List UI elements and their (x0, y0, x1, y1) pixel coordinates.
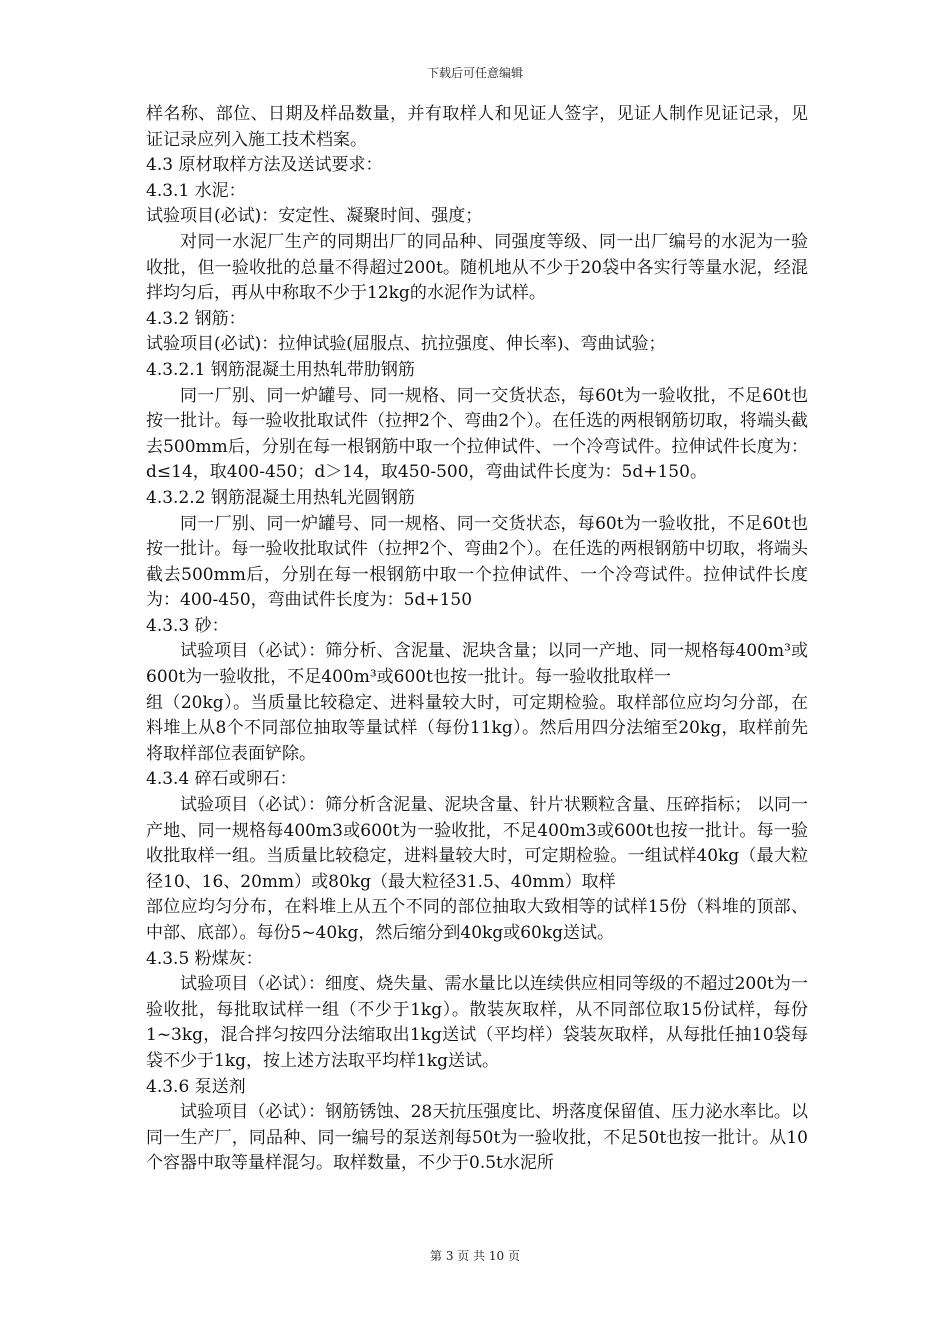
paragraph: 4.3.3 砂： (146, 615, 229, 636)
paragraph: 同一厂别、同一炉罐号、同一规格、同一交货状态，每60t为一验收批，不足60t也按一批计。每一验收批取试件（拉押2个、弯曲2个）。在任选的两根钢筋中切取，将端头截去500mm后，分别在每一根钢筋中取一个拉伸试件、一个冷弯试件。拉伸试件长度为：400-450，弯曲试件长度为：5d+150 (146, 513, 808, 611)
paragraph: 试验项目(必试)：拉伸试验(屈服点、抗拉强度、伸长率)、弯曲试验； (146, 334, 666, 355)
page-footer: 第 3 页 共 10 页 (430, 1249, 520, 1263)
document-body (146, 102, 808, 1177)
paragraph: 组（20kg）。当质量比较稳定、进料量较大时，可定期检验。取样部位应均匀分部，在料堆上从8个不同部位抽取等量试样（每份11kg）。然后用四分法缩至20kg，取样前先将取样部位表面铲除。 (146, 692, 808, 764)
paragraph: 试验项目（必试）：筛分析、含泥量、泥块含量；以同一产地、同一规格每400m³或600t为一验收批，不足400m³或600t也按一批计。每一验收批取样一 (146, 641, 808, 688)
paragraph: 部位应均匀分布，在料堆上从五个不同的部位抽取大致相等的试样15份（料堆的顶部、中部、底部）。每份5~40kg，然后缩分到40kg或60kg送试。 (146, 897, 808, 943)
paragraph: 试验项目（必试）：筛分析含泥量、泥块含量、针片状颗粒含量、压碎指标； 以同一产地、同一规格每400m3或600t为一验收批，不足400m3或600t也按一批计。每一验收批取样一组。当质量比较稳定，进料量较大时，可定期检验。一组试样40kg（最大粒径10、16、20mm）或80kg（最大粒径31.5、40mm）取样 (146, 795, 808, 892)
paragraph: 试验项目（必试）：钢筋锈蚀、28天抗压强度比、坍落度保留值、压力泌水率比。以同一生产厂，同品种、同一编号的泵送剂每50t为一验收批，不足50t也按一批计。从10个容器中取等量样混匀。取样数量，不少于0.5t水泥所 (146, 1102, 808, 1174)
paragraph: 试验项目（必试）：细度、烧失量、需水量比以连续供应相同等级的不超过200t为一验收批，每批取试样一组（不少于1kg）。散装灰取样，从不同部位取15份试样，每份1~3kg，混合拌匀按四分法缩取出1kg送试（平均样）袋装灰取样，从每批任抽10袋每袋不少于1kg，按上述方法取平均样1kg送试。 (146, 974, 808, 1071)
paragraph: 试验项目(必试)：安定性、凝聚时间、强度； (146, 206, 483, 227)
paragraph: 4.3 原材取样方法及送试要求： (146, 155, 383, 176)
paragraph: 4.3.2.1 钢筋混凝土用热轧带肋钢筋 (146, 359, 415, 380)
paragraph: 同一厂别、同一炉罐号、同一规格、同一交货状态，每60t为一验收批，不足60t也按一批计。每一验收批取试件（拉押2个、弯曲2个）。在任选的两根钢筋切取，将端头截去500mm后，分别在每一根钢筋中取一个拉伸试件、一个冷弯试件。拉伸试件长度为：d≤14，取400-450；d＞14，取450-500，弯曲试件长度为：5d+150。 (146, 385, 808, 483)
paragraph: 4.3.6 泵送剂 (146, 1076, 246, 1097)
paragraph: 4.3.2.2 钢筋混凝土用热轧光圆钢筋 (146, 487, 415, 508)
page-header: 下载后可任意编辑 (426, 66, 523, 80)
paragraph: 4.3.1 水泥： (146, 180, 246, 201)
paragraph: 4.3.5 粉煤灰： (146, 948, 263, 969)
paragraph: 样名称、部位、日期及样品数量，并有取样人和见证人签字，见证人制作见证记录，见证记录应列入施工技术档案。 (146, 104, 808, 150)
paragraph: 4.3.4 碎石或卵石： (146, 769, 297, 790)
paragraph: 对同一水泥厂生产的同期出厂的同品种、同强度等级、同一出厂编号的水泥为一验收批，但一验收批的总量不得超过200t。随机地从不少于20袋中各实行等量水泥，经混拌均匀后，再从中称取不少于12kg的水泥作为试样。 (146, 231, 808, 304)
paragraph: 4.3.2 钢筋： (146, 308, 246, 329)
